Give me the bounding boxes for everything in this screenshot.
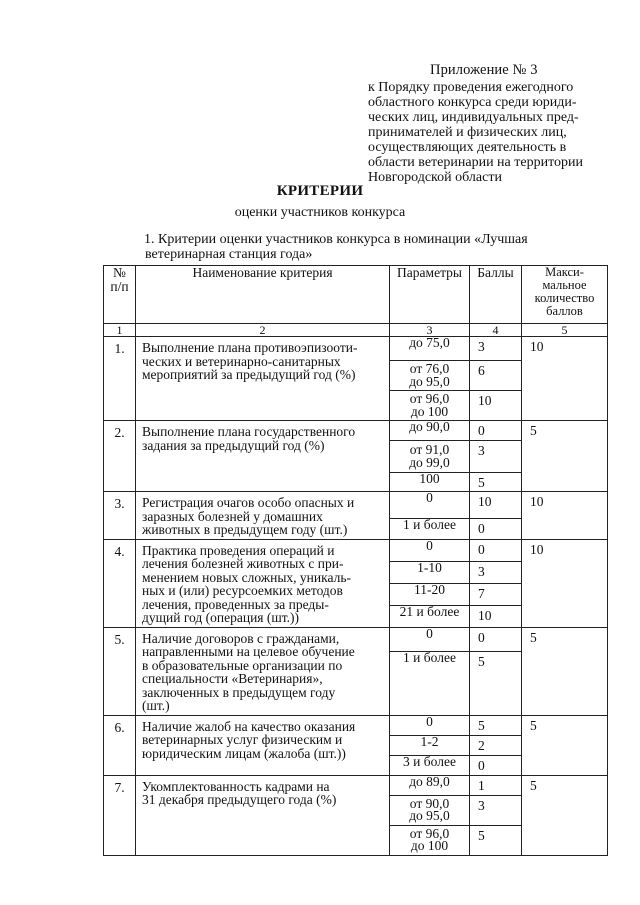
parameter-cell: [390, 795, 470, 825]
criterion-number: 1.: [104, 337, 136, 421]
score-cell: 5: [470, 652, 522, 715]
score-cell: 10: [470, 605, 522, 627]
parameter-cell: [390, 421, 470, 441]
criterion-name-line: ветеринарных услуг физическим и: [142, 732, 343, 747]
max-score-cell: 5: [522, 775, 608, 855]
parameter-cell: [390, 492, 470, 519]
criterion-name-line: юридическим лицам (жалоба (шт.)): [142, 745, 346, 761]
header-max-line: количество: [534, 291, 595, 305]
parameter-line: от 90,0: [409, 795, 450, 811]
column-index: 2: [136, 324, 390, 337]
parameter-line: 0: [426, 625, 433, 641]
appendix-line: принимателей и физических лиц,: [368, 125, 567, 140]
score-cell: 5: [470, 825, 522, 855]
score-cell: 1: [470, 775, 522, 795]
column-index-row: [104, 324, 608, 337]
score-cell: 3: [470, 795, 522, 825]
criterion-name-line: направленными на целевое обучение: [142, 644, 355, 659]
section-title-line: 1. Критерии оценки участников конкурса в номинации «Лучшая: [144, 232, 528, 247]
parameter-cell: [390, 627, 470, 652]
parameter-line: 100: [419, 471, 440, 486]
criterion-name: [136, 627, 390, 715]
score-cell: 0: [470, 627, 522, 652]
header-max-line: баллов: [546, 304, 583, 318]
criterion-name-line: ческих и ветеринарно-санитарных: [142, 353, 341, 369]
criterion-name-line: Наличие договоров с гражданами,: [142, 630, 340, 646]
score-cell: 2: [470, 735, 522, 755]
section-title: [144, 232, 528, 262]
score-cell: 6: [470, 361, 522, 391]
score-cell: 0: [470, 519, 522, 539]
parameter-cell: [390, 441, 470, 473]
criterion-name-line: в образовательные организации по: [142, 657, 343, 673]
parameter-line: 0: [426, 490, 433, 505]
criterion-name: [136, 775, 390, 855]
max-score-cell: 5: [522, 627, 608, 715]
criterion-name-line: дущий год (операция (шт.)): [142, 610, 300, 625]
score-cell: 3: [470, 561, 522, 583]
criterion-name-line: 31 декабря предыдущего года (%): [142, 792, 337, 807]
score-cell: 10: [470, 492, 522, 519]
parameter-line: от 96,0: [409, 825, 450, 841]
parameter-line: от 76,0: [409, 361, 450, 376]
parameter-line: 0: [426, 537, 433, 553]
appendix-line: Новгородской области: [368, 170, 502, 185]
parameter-cell: [390, 391, 470, 421]
parameter-line: 1-2: [420, 733, 439, 749]
criterion-name-line: специальности «Ветеринария»,: [142, 671, 323, 686]
appendix-line: к Порядку проведения ежегодного: [368, 80, 574, 95]
criterion-name: [136, 337, 390, 421]
header-max-line: мальное: [542, 278, 587, 292]
section-title-line: ветеринарная станция года»: [145, 247, 313, 262]
criterion-name-line: Регистрация очагов особо опасных и: [142, 495, 355, 510]
document-subheading: оценки участников конкурса: [234, 205, 406, 220]
parameter-line: 21 и более: [399, 603, 460, 619]
appendix-line: осуществляющих деятельность в: [368, 140, 567, 155]
criterion-number: 3.: [104, 492, 136, 540]
criterion-name-line: лечения болезней животных с при-: [142, 556, 344, 571]
parameter-cell: [390, 583, 470, 605]
parameter-cell: [390, 361, 470, 391]
criterion-name-line: заключенных в предыдущем году: [142, 684, 336, 700]
parameter-line: 3 и более: [403, 753, 456, 769]
criterion-name-line: Наличие жалоб на качество оказания: [142, 718, 356, 734]
criterion-subrow: [104, 492, 608, 519]
header-max: [522, 266, 608, 324]
column-index: 5: [522, 324, 608, 337]
column-index: 1: [104, 324, 136, 337]
parameter-cell: [390, 755, 470, 775]
criterion-name: [136, 421, 390, 492]
header-row: [104, 266, 608, 324]
parameter-line: 1 и более: [403, 517, 456, 533]
criterion-name-line: Выполнение плана государственного: [142, 424, 356, 439]
parameter-cell: [390, 735, 470, 755]
criterion-name-line: Выполнение плана противоэпизооти-: [142, 340, 358, 355]
criterion-subrow: [104, 421, 608, 441]
criterion-subrow: [104, 337, 608, 361]
parameter-cell: [390, 473, 470, 492]
criterion-name: [136, 715, 390, 775]
parameter-cell: [390, 715, 470, 735]
parameter-cell: [390, 775, 470, 795]
parameter-cell: [390, 825, 470, 855]
score-cell: 7: [470, 583, 522, 605]
max-score-cell: 10: [522, 492, 608, 540]
appendix-text: [368, 80, 618, 185]
criterion-name: [136, 539, 390, 627]
parameter-line: до 75,0: [409, 335, 450, 350]
criterion-subrow: [104, 775, 608, 795]
parameter-cell: [390, 652, 470, 715]
parameter-cell: [390, 539, 470, 561]
criterion-name-line: Практика проведения операций и: [142, 542, 335, 558]
criterion-number: 2.: [104, 421, 136, 492]
parameter-line: до 95,0: [409, 373, 450, 389]
parameter-line: 1-10: [417, 559, 442, 575]
appendix-line: областного конкурса среди юриди-: [368, 95, 577, 110]
appendix-title: Приложение № 3: [430, 62, 538, 78]
criterion-number: 5.: [104, 627, 136, 715]
criterion-subrow: [104, 539, 608, 561]
criterion-name-line: животных в предыдущем году (шт.): [142, 522, 348, 537]
score-cell: 5: [470, 715, 522, 735]
criterion-name-line: задания за предыдущий год (%): [142, 437, 325, 453]
parameter-line: до 100: [410, 838, 449, 853]
criterion-number: 6.: [104, 715, 136, 775]
parameter-line: 0: [426, 713, 433, 729]
score-cell: 5: [470, 473, 522, 492]
score-cell: 0: [470, 755, 522, 775]
header-name: Наименование критерия: [136, 266, 390, 324]
max-score-cell: 5: [522, 421, 608, 492]
criterion-subrow: [104, 627, 608, 652]
criterion-name-line: заразных болезней у домашних: [142, 508, 323, 524]
header-num: [104, 266, 136, 324]
appendix-line: ческих лиц, индивидуальных пред-: [368, 110, 579, 125]
column-index: 3: [390, 324, 470, 337]
parameter-line: от 96,0: [409, 391, 450, 406]
header-num-line: №: [113, 265, 126, 280]
criterion-name-line: мероприятий за предыдущий год (%): [142, 367, 356, 382]
score-cell: 0: [470, 539, 522, 561]
criterion-name-line: ных и (или) ресурсоемких методов: [142, 583, 343, 598]
header-num-line: п/п: [110, 279, 129, 294]
max-score-cell: 10: [522, 539, 608, 627]
header-score: Баллы: [470, 266, 522, 324]
criterion-name-line: Укомплектованность кадрами на: [142, 778, 330, 794]
criterion-name-line: (шт.): [142, 698, 170, 713]
criterion-number: 7.: [104, 775, 136, 855]
parameter-cell: [390, 337, 470, 361]
parameter-line: 11-20: [414, 581, 445, 597]
score-cell: 10: [470, 391, 522, 421]
score-cell: 3: [470, 441, 522, 473]
parameter-line: до 89,0: [409, 773, 450, 789]
parameter-cell: [390, 605, 470, 627]
score-cell: 3: [470, 337, 522, 361]
criteria-table: [103, 265, 608, 856]
parameter-line: до 99,0: [409, 454, 450, 470]
criterion-number: 4.: [104, 539, 136, 627]
parameter-cell: [390, 561, 470, 583]
criteria-table-body: [104, 266, 608, 856]
parameter-line: от 91,0: [409, 442, 450, 457]
criterion-subrow: [104, 715, 608, 735]
column-index: 4: [470, 324, 522, 337]
parameter-line: до 95,0: [409, 808, 450, 823]
parameter-line: до 100: [410, 403, 449, 419]
criterion-name-line: менением новых сложных, уникаль-: [142, 569, 351, 585]
max-score-cell: 10: [522, 337, 608, 421]
parameter-line: 1 и более: [403, 650, 456, 666]
score-cell: 0: [470, 421, 522, 441]
parameter-line: до 90,0: [409, 419, 450, 434]
header-max-line: Макси-: [545, 265, 584, 279]
criterion-name-line: лечения, проведенных за преды-: [142, 596, 329, 612]
parameter-cell: [390, 519, 470, 539]
max-score-cell: 5: [522, 715, 608, 775]
criterion-name: [136, 492, 390, 540]
document-heading: КРИТЕРИИ: [276, 183, 364, 199]
header-params: Параметры: [390, 266, 470, 324]
appendix-line: области ветеринарии на территории: [368, 155, 584, 170]
